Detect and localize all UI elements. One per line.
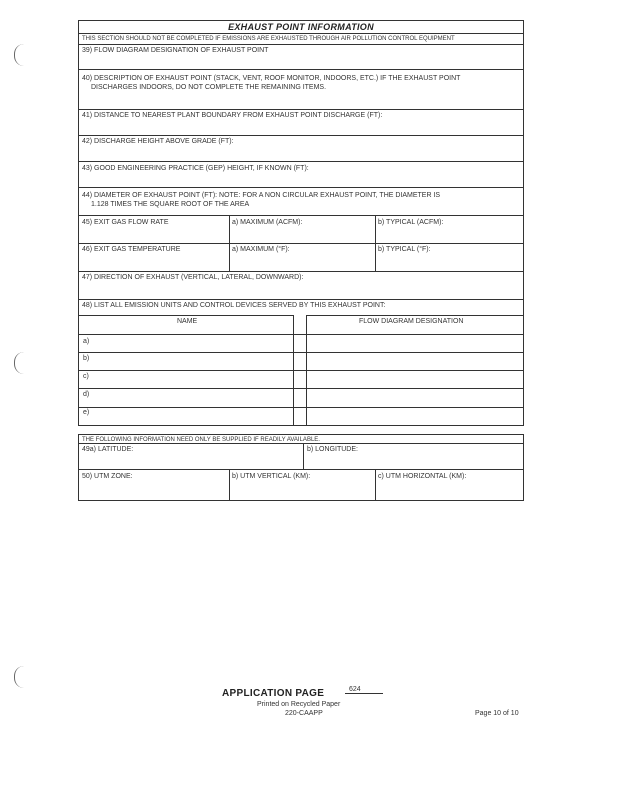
q50b-label: b) UTM VERTICAL (KM): bbox=[232, 473, 311, 480]
row-label-d: d) bbox=[83, 391, 90, 398]
application-page-number: 624 bbox=[345, 686, 383, 694]
form-title: EXHAUST POINT INFORMATION bbox=[228, 22, 374, 32]
row-label-e: e) bbox=[83, 409, 90, 416]
binder-hole-mark bbox=[14, 44, 25, 66]
page-of-count: Page 10 of 10 bbox=[475, 710, 519, 717]
row-label-a: a) bbox=[83, 338, 90, 345]
q49a-label: 49a) LATITUDE: bbox=[82, 446, 134, 453]
q42-label: 42) DISCHARGE HEIGHT ABOVE GRADE (FT): bbox=[82, 138, 234, 145]
recycled-paper-note: Printed on Recycled Paper bbox=[257, 701, 341, 708]
q45b-label: b) TYPICAL (ACFM): bbox=[378, 219, 444, 226]
row-label-c: c) bbox=[83, 373, 89, 380]
q49b-label: b) LONGITUDE: bbox=[307, 446, 358, 453]
q48-label: 48) LIST ALL EMISSION UNITS AND CONTROL DEVICES SERVED BY THIS EXHAUST POINT: bbox=[82, 302, 386, 309]
q50-label: 50) UTM ZONE: bbox=[82, 473, 133, 480]
section-note: THIS SECTION SHOULD NOT BE COMPLETED IF EMISSIONS ARE EXHAUSTED THROUGH AIR POLLUTION CONTROL EQUIPMENT bbox=[82, 36, 455, 42]
column-header-flow-diagram: FLOW DIAGRAM DESIGNATION bbox=[359, 318, 464, 325]
q43-label: 43) GOOD ENGINEERING PRACTICE (GEP) HEIGHT, IF KNOWN (FT): bbox=[82, 165, 309, 172]
binder-hole-mark bbox=[14, 352, 25, 374]
column-header-name: NAME bbox=[177, 318, 198, 325]
form-code: 220-CAAPP bbox=[285, 710, 323, 717]
q39-label: 39) FLOW DIAGRAM DESIGNATION OF EXHAUST POINT bbox=[82, 47, 269, 54]
row-label-b: b) bbox=[83, 355, 90, 362]
exhaust-point-form bbox=[78, 20, 524, 501]
q46-label: 46) EXIT GAS TEMPERATURE bbox=[82, 246, 181, 253]
q46a-label: a) MAXIMUM (°F): bbox=[232, 246, 290, 253]
q46b-label: b) TYPICAL (°F): bbox=[378, 246, 431, 253]
application-page-title: APPLICATION PAGE bbox=[222, 688, 325, 699]
q44-label-cont: 1.128 TIMES THE SQUARE ROOT OF THE AREA bbox=[91, 201, 250, 208]
q40-label-cont: DISCHARGES INDOORS, DO NOT COMPLETE THE REMAINING ITEMS. bbox=[91, 84, 327, 91]
q45a-label: a) MAXIMUM (ACFM): bbox=[232, 219, 303, 226]
q40-label: 40) DESCRIPTION OF EXHAUST POINT (STACK, VENT, ROOF MONITOR, INDOORS, ETC.) IF THE EXHAUST POINT bbox=[82, 75, 461, 82]
q44-label: 44) DIAMETER OF EXHAUST POINT (FT): NOTE: FOR A NON CIRCULAR EXHAUST POINT, THE DIAMETER IS bbox=[82, 192, 441, 199]
binder-hole-mark bbox=[14, 666, 25, 688]
q50c-label: c) UTM HORIZONTAL (KM): bbox=[378, 473, 467, 480]
q45-label: 45) EXIT GAS FLOW RATE bbox=[82, 219, 169, 226]
supplementary-note: THE FOLLOWING INFORMATION NEED ONLY BE SUPPLIED IF READILY AVAILABLE. bbox=[82, 437, 320, 443]
q47-label: 47) DIRECTION OF EXHAUST (VERTICAL, LATERAL, DOWNWARD): bbox=[82, 274, 304, 281]
q41-label: 41) DISTANCE TO NEAREST PLANT BOUNDARY FROM EXHAUST POINT DISCHARGE (FT): bbox=[82, 112, 383, 119]
